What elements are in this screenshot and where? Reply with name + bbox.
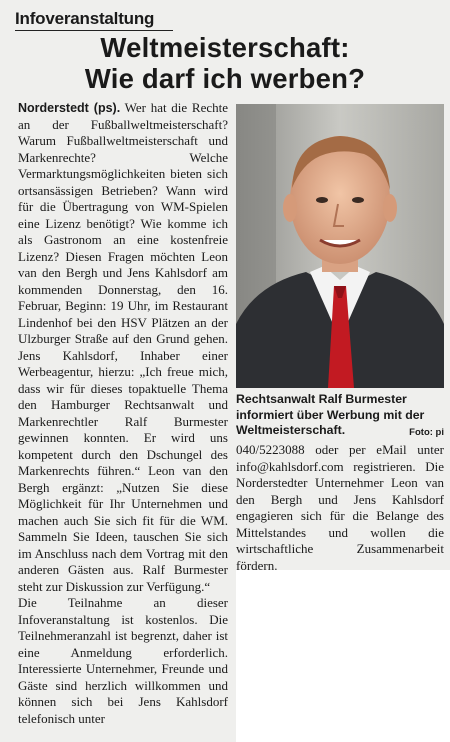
paragraph-2: Die Teilnahme an dieser Infoveranstaltung ist kostenlos. Die Teilnehmeranzahl ist begrenzt, daher ist eine Anmeldung erforderlich. Interessierte Unternehmer, Freunde und Gäste sind herzlich willkommen und können sich bei Jens Kahlsdorf telefonisch unter — [18, 595, 228, 726]
headline-line-1: Weltmeisterschaft: — [100, 32, 350, 63]
headline — [10, 32, 440, 94]
page-background — [236, 570, 450, 742]
photo-caption-text: Rechtsanwalt Ralf Burmester informiert über Werbung mit der Weltmeisterschaft. — [236, 392, 425, 437]
body-column-left — [18, 100, 228, 727]
body-column-right: 040/5223088 oder per eMail unter info@kahlsdorf.com registrieren. Die Norderstedter Unternehmer Leon van den Bergh und Jens Kahlsdorf engagieren sich für die Belange des Mittelstandes und wollen die wirtschaftliche Zusammenarbeit fördern. — [236, 442, 444, 573]
paragraph-1-text: Wer hat die Rechte an der Fußballweltmeisterschaft? Warum Fußballweltmeisterschaft und Markenrechte? Welche Vermarktungsmöglichkeiten bieten sich ortsansässigen Betrieben? Wann wird für die Übertragung von WM-Spielen eine Lizenz benötigt? Wie komme ich als Gastronom an eine kostenfreie Lizenz? Diesen Fragen möchten Leon van den Bergh und Jens Kahlsdorf am kommenden Donnerstag, den 16. Februar, Beginn: 19 Uhr, im Restaurant Lindenhof bei den HSV Plätzen an der Ulzburger Straße auf den Grund gehen. Jens Kahlsdorf, Inhaber einer Werbeagentur, hierzu: „Ich freue mich, dass wir für dieses topaktuelle Thema den Hamburger Rechtsanwalt und Markenrechtler Ralf Burmester gewinnen konnten. Er wird uns kompetent durch den Dschungel des Markenrechts führen.“ Leon van den Bergh ergänzt: „Nutzen Sie diese Möglichkeit für Ihr Unternehmen und machen auch Sie sich fit für die WM. Sammeln Sie Ideen, tauschen Sie sich im Anschluss nach dem Vortrag mit den anderen Gästen aus. Ralf Burmester steht zur Diskussion zur Verfügung.“ — [18, 100, 228, 594]
headline-line-2: Wie darf ich werben? — [84, 63, 366, 94]
portrait-photo-icon — [236, 104, 444, 388]
photo-credit: Foto: pi — [409, 427, 444, 438]
section-kicker: Infoveranstaltung — [15, 9, 155, 28]
dateline: Norderstedt (ps). — [18, 101, 121, 115]
portrait-photo — [236, 104, 444, 388]
kicker-underline — [15, 30, 173, 31]
paragraph-1 — [18, 100, 228, 595]
photo-caption — [236, 392, 444, 441]
